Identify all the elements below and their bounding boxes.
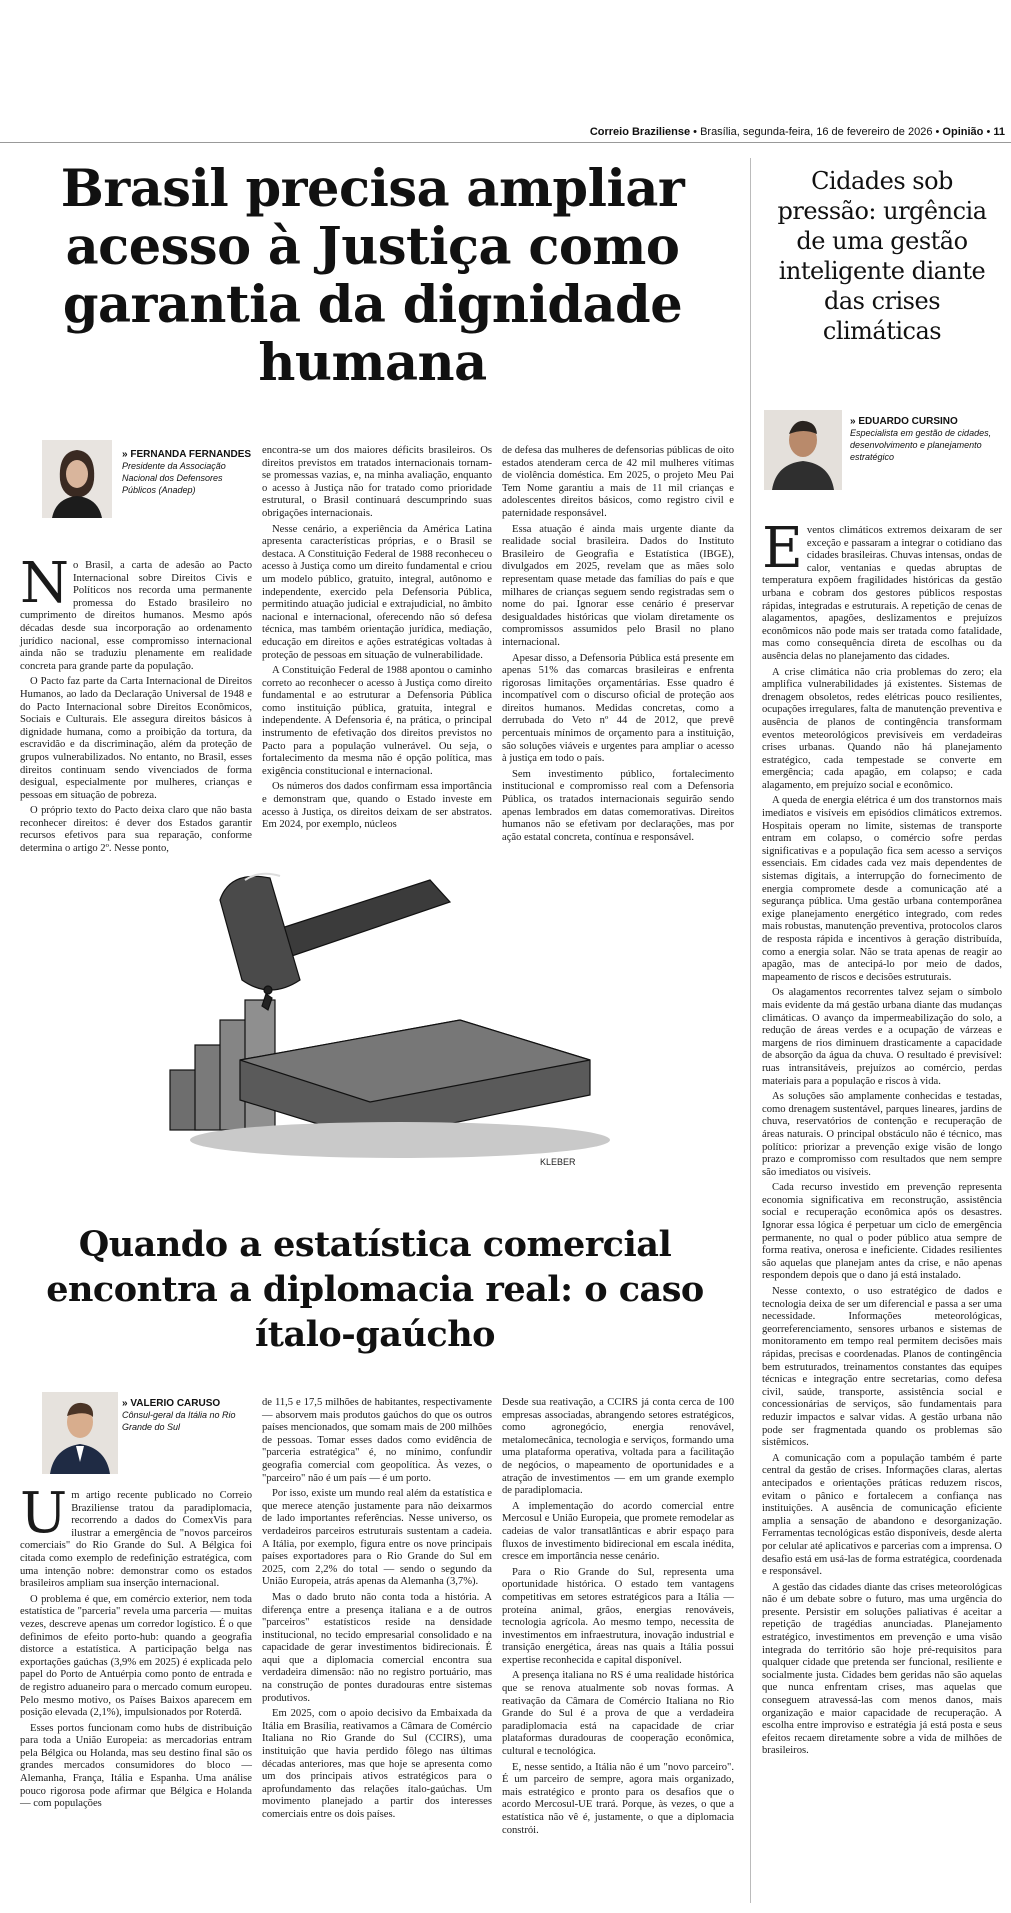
paragraph: Para o Rio Grande do Sul, representa uma oportunidade histórica. O estado tem vantagens competitivas em setores estratégicos para a Itália — proteína animal, grãos, energias renováveis, tecnologia agrícola. Ao mesmo tempo, necessita de investimentos em infraestrutura, inovação industrial e transição energética, áreas nas quais a Itália possui expertise reconhecida e capital disponível. <box>502 1566 734 1666</box>
article1-column-3 <box>502 445 734 843</box>
author-photo-fernanda <box>42 440 112 518</box>
article1-column-1: No Brasil, a carta de adesão ao Pacto Internacional sobre Direitos Civis e Políticos nos recorda uma permanente promessa do Estado brasileiro no cumprimento de direitos humanos. Mesmo após décadas desde sua incorporação ao ordenamento jurídico nacional, esse compromisso internacional ainda não se traduziu plenamente em realidade concreta para grande parte da população. O Pacto faz parte da Carta Internacional de Direitos Humanos, ao lado da Declaração Universal de 1948 e do Pacto Internacional sobre Direitos Econômicos, Sociais e Culturais. Ele assegura direitos básicos à dignidade humana, como a proibição da tortura, da escravidão e da discriminação, além da proteção de grupos vulnerabilizados. No entanto, no Brasil, esses direitos continuam sendo vivenciados de forma desigual, especialmente por mulheres, crianças e pessoas em situação de pobreza. O próprio texto do Pacto deixa claro que não basta reconhecer direitos: é dever dos Estados garantir recursos efetivos para sua reparação, conforme determina o artigo 2º. Nesse ponto, <box>20 551 252 855</box>
paragraph: de defesa das mulheres de defensorias públicas de oito estados atenderam cerca de 42 mil mulheres vítimas de violência doméstica. Em 2025, o projeto Meu Pai Tem Nome garantiu a mais de 11 mil crianças e adolescentes direitos básicos, como registro civil e paternidade responsável. <box>502 445 734 519</box>
gavel-illustration <box>150 840 620 1180</box>
paragraph: O próprio texto do Pacto deixa claro que não basta reconhecer direitos: é dever dos Estados garantir recursos efetivos para sua reparação, conforme determina o artigo 2º. Nesse ponto, <box>20 805 252 855</box>
paragraph: A Constituição Federal de 1988 apontou o caminho correto ao reconhecer o acesso à Justiça como direito fundamental e ao estruturar a Defensoria Pública como instituição pública, gratuita, integral e independente. A Defensoria é, na prática, o principal instrumento de efetivação dos direitos previstos no Pacto para a população vulnerável. Ou seja, o fortalecimento da mesma não é opção política, mas exigência constitucional e internacional. <box>262 665 492 777</box>
article3-body: Eventos climáticos extremos deixaram de ser exceção e passaram a integrar o cotidiano das cidades brasileiras. Chuvas intensas, ondas de calor, ventanias e quedas abruptas de temperatura expõem fragilidades históricas da gestão urbana e cobram dos gestores públicos respostas rápidas, integradas e estruturais. A repetição de cenas de alagamentos, apagões, deslizamentos e prejuízos econômicos não pode mais ser tratada como fatalidade, mas como consequência direta de escolhas ou da ausência delas no planejamento das cidades. A crise climática não cria problemas do zero; ela amplifica vulnerabilidades já existentes. Sistemas de drenagem obsoletos, redes elétricas pouco resilientes, ocupações irregulares, falta de manutenção preventiva e ausência de planos de contingência transformam eventos meteorológicos previsíveis em verdadeiras crises urbanas. Quando não há planejamento estratégico, cada tempestade se converte em emergência; cada apagão, em colapso; e cada alagamento, em prejuízo social e econômico. A queda de energia elétrica é um dos transtornos mais imediatos e visíveis em episódios climáticos extremos. Hospitais operam no limite, sistemas de transporte entram em colapso, o comércio sofre perdas significativas e a população fica sem acesso a serviços essenciais. Em cidades cada vez mais dependentes de sistemas digitais, a interrupção do fornecimento de energia compromete desde a comunicação até a segurança pública. Uma gestão urbana contemporânea exige planejamento energético integrado, com redes mais robustas, manutenção preventiva, protocolos claros de resposta rápida e incentivos à geração distribuída, como a energia solar. Não se trata apenas de reagir ao apagão, mas de antecipá-lo por meio de dados, mapeamento de riscos e decisões estruturais. Os alagamentos recorrentes talvez sejam o símbolo mais evidente da má gestão urbana diante das mudanças climáticas. O avanço da impermeabilização do solo, a redução de áreas verdes e a ocupação de várzeas e margens de rios diminuem drasticamente a capacidade de absorção da água da chuva. O resultado é previsível: ruas intransitáveis, prejuízos ao comércio, perdas materiais para a população e riscos à vida. As soluções são amplamente conhecidas e testadas, como drenagem sustentável, parques lineares, jardins de chuva, reservatórios de contenção e recuperação de áreas naturais. O principal obstáculo não é técnico, mas político: priorizar a prevenção exige visão de longo prazo e compromisso com resultados que nem sempre são imediatos ou visíveis. Cada recurso investido em prevenção representa economia significativa em reconstrução, assistência social e recuperação econômica após os desastres. Ignorar essa lógica é perpetuar um ciclo de emergência permanente, no qual o poder público atua sempre de forma reativa, onerosa e ineficiente. Cidades resilientes são aquelas que planejam antes da crise, e não apenas respondem depois que o dano já está instalado. Nesse contexto, o uso estratégico de dados e tecnologia deixa de ser um diferencial e passa a ser uma necessidade. Informações meteorológicas, georreferenciamento, sensores urbanos e sistemas de monitoramento em tempo real permitem decisões mais rápidas, precisas e coordenadas. Planos de contingência bem estruturados, treinamentos constantes das equipes técnicas e integração entre secretarias, como defesa civil, saúde, transporte, assistência social e concessionárias de serviços, são fundamentais para reduzir impactos e salvar vidas. A gestão urbana não pode ser fragmentada quando os problemas são sistêmicos. A comunicação com a população também é parte central da gestão de crises. Informações claras, alertas antecipados e orientações práticas reduzem riscos, evitam o pânico e fortalecem a confiança nas instituições. A ausência de comunicação eficiente amplia a sensação de abandono e desorganização. Ferramentas tecnológicas estão disponíveis, desde alerta por celular até aplicativos e parcerias com a imprensa. O desafio está em usá-las de forma estratégica, coordenada e responsável. A gestão das cidades diante das crises meteorológicas não é um debate sobre o futuro, mas uma urgência do presente. Persistir em soluções paliativas é aceitar a repetição de tragédias anunciadas. Planejamento estratégico, investimentos em prevenção e uma visão integrada do território são hoje pré-requisitos para qualquer cidade que pretenda ser funcional, resiliente e socialmente justa. Cidades bem geridas não são aquelas que nunca enfrentam crises, mas aquelas que conseguem atravessá-las com menos danos, mais organização e maior capacidade de recuperação. A escolha entre improviso e estratégia já está posta e seus efeitos recaem diretamente sobre a vida de milhões de brasileiros. <box>762 516 1003 1757</box>
column-divider <box>750 158 751 1903</box>
paragraph: A gestão das cidades diante das crises meteorológicas não é um debate sobre o futuro, mas uma urgência do presente. Persistir em soluções paliativas é aceitar a repetição de tragédias anunciadas. Planejamento estratégico, investimentos em prevenção e uma visão integrada do território são hoje pré-requisitos para qualquer cidade que pretenda ser funcional, resiliente e socialmente justa. Cidades bem geridas não são aquelas que nunca enfrentam crises, mas aquelas que conseguem atravessá-las com menos danos, mais organização e maior capacidade de recuperação. A escolha entre improviso e estratégia já está posta e seus efeitos recaem diretamente sobre a vida de milhões de brasileiros. <box>762 1581 1002 1757</box>
paragraph: O problema é que, em comércio exterior, nem toda estatística de "parceria" revela uma parceria — muitas vezes, descreve apenas um corredor logístico. É o que definimos de efeito porto-hub: quando a geografia distorce a estatística. A participação belga nas exportações gaúchas (3,9% em 2025) é explicada pelo papel do Porto de Antuérpia como ponto de entrada e de registro aduaneiro para o mercado comum europeu. Pelo mesmo motivo, os Países Baixos aparecem em posição elevada (2,1%), impulsionados por Roterdã. <box>20 1593 252 1719</box>
paragraph: o Brasil, a carta de adesão ao Pacto Internacional sobre Direitos Civis e Políticos nos recorda uma permanente promessa do Estado brasileiro no cumprimento de direitos humanos. Mesmo após décadas desde sua incorporação ao ordenamento jurídico nacional, esse compromisso internacional ainda não se traduziu plenamente em realidade concreta para grande parte da população. <box>20 560 252 672</box>
paragraph: Sem investimento público, fortalecimento institucional e compromisso real com a Defensoria Pública, os tratados internacionais seguirão sendo apenas lembrados em datas comemorativas. Direitos humanos não se efetivam por declarações, mas por ação estatal concreta, contínua e responsável. <box>502 768 734 843</box>
paragraph: A presença italiana no RS é uma realidade histórica que se renova atualmente sob novas formas. A reativação da Câmara de Comércio Italiana no Rio Grande do Sul é a prova de que a verdadeira paradiplomacia está na capacidade de criar plataformas duradouras de cooperação econômica, cultural e tecnológica. <box>502 1670 734 1758</box>
paragraph: Mas o dado bruto não conta toda a história. A diferença entre a presença italiana e a de outros "parceiros" estatísticos reside na densidade institucional, no tecido empresarial consolidado e na capacidade de gerar investimentos bidirecionais. É aqui que a diplomacia comercial encontra sua verdadeira dimensão: não no registro portuário, mas na construção de pontes duradouras entre sistemas produtivos. <box>262 1591 492 1704</box>
author-name: EDUARDO CURSINO <box>858 416 958 427</box>
article2-column-1: Um artigo recente publicado no Correio Braziliense tratou da paradiplomacia, recorrendo a dados do ComexVis para ilustrar a emergência de "novos parceiros comerciais" do Rio Grande do Sul. A Bélgica foi citada como exemplo de redefinição estratégica, com uma intenção nobre: demonstrar como os estados brasileiros ampliam sua inserção internacional. O problema é que, em comércio exterior, nem toda estatística de "parceria" revela uma parceria — muitas vezes, descreve apenas um corredor logístico. É o que definimos de efeito porto-hub: quando a geografia distorce a estatística. A participação belga nas exportações gaúchas (3,9% em 2025) é explicada pelo papel do Porto de Antuérpia como ponto de entrada e de registro aduaneiro para o mercado comum europeu. Pelo mesmo motivo, os Países Baixos aparecem em posição elevada (2,1%), impulsionados por Roterdã. Esses portos funcionam como hubs de distribuição para toda a União Europeia: as mercadorias entram pela Bélgica ou Holanda, mas seu destino final são os grandes mercados consumidores do bloco — Alemanha, França, Itália e Espanha. Uma análise pouco rigorosa pode afirmar que Bélgica e Holanda — com populações <box>20 1481 252 1810</box>
paragraph: Apesar disso, a Defensoria Pública está presente em apenas 51% das comarcas brasileiras e enfrenta rigorosas limitações orçamentárias. Esse quadro é incompatível com o discurso oficial de proteção aos direitos humanos. Medidas concretas, como a derrubada do Veto nº 44 de 2012, que prevê percentuais mínimos de orçamento para a instituição, são soluções viáveis e urgentes para ampliar o acesso à justiça em todo o país. <box>502 652 734 765</box>
paragraph: As soluções são amplamente conhecidas e testadas, como drenagem sustentável, parques lineares, jardins de chuva, reservatórios de contenção e recuperação de áreas naturais. O principal obstáculo não é técnico, mas político: priorizar a prevenção exige visão de longo prazo e compromisso com resultados que nem sempre são imediatos ou visíveis. <box>762 1091 1002 1178</box>
author-role: Presidente da Associação Nacional dos Defensores Públicos (Anadep) <box>122 461 226 495</box>
paragraph: de 11,5 e 17,5 milhões de habitantes, respectivamente — absorvem mais produtos gaúchos do que os outros países mencionados, que somam mais de 200 milhões de pessoas. Tomar esses dados como evidência de "parceria estratégica" é, no mínimo, confundir geografia comercial com geopolítica. Às vezes, o "parceiro" não é um país — é um porto. <box>262 1397 492 1484</box>
top-rule <box>0 142 1011 143</box>
article2-column-2 <box>262 1397 492 1900</box>
author-name: FERNANDA FERNANDES <box>130 449 252 460</box>
paragraph: Os números dos dados confirmam essa importância e demonstram que, quando o Estado investe em acesso à Justiça, os direitos deixam de ser abstratos. Em 2024, por exemplo, núcleos <box>262 781 492 831</box>
author-photo-valerio <box>42 1392 118 1474</box>
article1-headline: Brasil precisa ampliar acesso à Justiça como garantia da dignidade humana <box>60 159 685 393</box>
paragraph: Os alagamentos recorrentes talvez sejam o símbolo mais evidente da má gestão urbana diante das mudanças climáticas. O avanço da impermeabilização do solo, a redução de áreas verdes e a ocupação de várzeas e margens de rios diminuem drasticamente a capacidade de absorção da água da chuva. O resultado é previsível: ruas intransitáveis, prejuízos ao comércio, perdas materiais para a população e riscos à vida. <box>762 987 1002 1087</box>
paragraph: encontra-se um dos maiores déficits brasileiros. Os direitos previstos em tratados internacionais tornam-se promessas vazias, e, na minha avaliação, enquanto o acesso à Justiça não for tratado como prioridade estrutural, o Brasil continuará descumprindo suas obrigações internacionais. <box>262 445 492 519</box>
article2-column-3 <box>502 1397 734 1900</box>
author-role: Cônsul-geral da Itália no Rio Grande do Sul <box>122 1410 236 1432</box>
section-name: Opinião <box>942 126 984 138</box>
article1-column-2 <box>262 445 492 832</box>
article1-author: » FERNANDA FERNANDES Presidente da Associação Nacional dos Defensores Públicos (Anadep) <box>122 449 252 495</box>
paragraph: m artigo recente publicado no Correio Braziliense tratou da paradiplomacia, recorrendo a dados do ComexVis para ilustrar a emergência de "novos parceiros comerciais" do Rio Grande do Sul. A Bélgica foi citada como exemplo de redefinição estratégica, com uma intenção nobre: demonstrar como os estados brasileiros ampliam sua inserção internacional. <box>20 1490 252 1590</box>
article3-headline: Cidades sob pressão: urgência de uma gestão inteligente diante das crises climáticas <box>777 167 987 345</box>
paragraph: Nesse cenário, a experiência da América Latina apresenta características próprias, e o Brasil se destaca. A Constituição Federal de 1988 reconheceu o acesso à Justiça como um direito fundamental e criou um modelo público, gratuito, integral, autônomo e independente, exercido pela Defensoria Pública, permitindo atuação judicial e extrajudicial, no âmbito nacional e internacional, oferecendo não só defesa técnica, mas também orientação jurídica, mediação, educação em direitos e ações estratégicas voltadas à proteção de pessoas em situação de vulnerabilidade. <box>262 523 492 661</box>
paragraph: Esses portos funcionam como hubs de distribuição para toda a União Europeia: as mercadorias entram pela Bélgica ou Holanda, mas seu destino final são os grandes mercados consumidores do bloco — Alemanha, França, Itália e Espanha. Uma análise pouco rigorosa pode afirmar que Bélgica e Holanda — com populações <box>20 1722 252 1810</box>
paragraph: Em 2025, com o apoio decisivo da Embaixada da Itália em Brasília, reativamos a Câmara de Comércio Italiana no Rio Grande do Sul (CCIRS), uma instituição que havia perdido fôlego nas últimas décadas anteriores, mas que hoje se apresenta como um dos principais ativos estratégicos para o aprofundamento das relações ítalo-gaúchas. Um movimento planejado a partir dos interesses comerciais entre os dois países. <box>262 1708 492 1820</box>
author-photo-eduardo <box>764 410 842 490</box>
dateline: Brasília, segunda-feira, 16 de fevereiro de 2026 <box>700 126 933 138</box>
paragraph: A queda de energia elétrica é um dos transtornos mais imediatos e visíveis em episódios climáticos extremos. Hospitais operam no limite, sistemas de transporte entram em colapso, o comércio sofre perdas significativas e a população fica sem acesso a serviços essenciais. Em cidades cada vez mais dependentes de sistemas digitais, a interrupção do fornecimento de energia compromete desde a comunicação até a segurança pública. Uma gestão urbana contemporânea exige planejamento energético integrado, com redes mais robustas, manutenção preventiva, protocolos claros de resposta rápida e incentivos à geração distribuída, como a energia solar. Não se trata apenas de reagir ao apagão, mas de antecipá-lo por meio de dados, mapeamento de riscos e decisões estruturais. <box>762 795 1002 983</box>
paragraph: A crise climática não cria problemas do zero; ela amplifica vulnerabilidades já existentes. Sistemas de drenagem obsoletos, redes elétricas pouco resilientes, ocupações irregulares, falta de manutenção preventiva e ausência de planos de contingência transformam eventos meteorológicos previsíveis em verdadeiras crises urbanas. Quando não há planejamento estratégico, cada tempestade se converte em emergência; cada apagão, em colapso; e cada alagamento, em prejuízo social e econômico. <box>762 666 1002 791</box>
paper-name: Correio Braziliense <box>589 126 691 138</box>
paragraph: E, nesse sentido, a Itália não é um "novo parceiro". É um parceiro de sempre, agora mais organizado, mais estratégico e pronto para os desafios que o acordo Mercosul-UE trará. Porque, às vezes, o que a estatística não vê é, justamente, o que a diplomacia constrói. <box>502 1761 734 1836</box>
author-role: Especialista em gestão de cidades, desenvolvimento e planejamento estratégico <box>850 428 992 462</box>
paragraph: A comunicação com a população também é parte central da gestão de crises. Informações claras, alertas antecipados e orientações práticas reduzem riscos, evitam o pânico e fortalecem a confiança nas instituições. A ausência de comunicação eficiente amplia a sensação de abandono e desorganização. Ferramentas tecnológicas estão disponíveis, desde alerta por celular até aplicativos e parcerias com a imprensa. O desafio está em usá-las de forma estratégica, coordenada e responsável. <box>762 1452 1003 1578</box>
masthead: Correio Braziliense • Brasília, segunda-feira, 16 de fevereiro de 2026 • Opinião • 11 <box>589 126 1005 138</box>
article2-author: » VALERIO CARUSO Cônsul-geral da Itália no Rio Grande do Sul <box>122 1398 252 1433</box>
paragraph: Por isso, existe um mundo real além da estatística e que merece atenção justamente para não deixarmos de lado importantes referências. Nesse universo, os verdadeiros parceiros estruturais sustentam a cadeia. A Itália, por exemplo, figura entre os nove principais países exportadores para o Rio Grande do Sul em 2025, com 2,2% do total — sendo o segundo da União Europeia, atrás apenas da Alemanha (3,7%). <box>262 1488 492 1588</box>
author-name: VALERIO CARUSO <box>130 1398 221 1409</box>
illustration-signature: KLEBER <box>540 1157 576 1167</box>
article2-headline: Quando a estatística comercial encontra a diplomacia real: o caso ítalo-gaúcho <box>46 1224 704 1355</box>
paragraph: Cada recurso investido em prevenção representa economia significativa em reconstrução, assistência social e recuperação econômica após os desastres. Ignorar essa lógica é perpetuar um ciclo de emergência permanente, no qual o poder público atua sempre de forma reativa, onerosa e ineficiente. Cidades resilientes são aquelas que planejam antes da crise, e não apenas respondem depois que o dano já está instalado. <box>762 1182 1002 1282</box>
article3-author: » EDUARDO CURSINO Especialista em gestão de cidades, desenvolvimento e planejamento estratégico <box>850 416 1000 463</box>
paragraph: O Pacto faz parte da Carta Internacional de Direitos Humanos, ao lado da Declaração Universal de 1948 e do Pacto Internacional sobre Direitos Econômicos, Sociais e Culturais. Ele assegura direitos básicos à dignidade humana, como a proibição da tortura, da escravidão e da discriminação, além da proteção de grupos vulnerabilizados. No entanto, no Brasil, esses direitos continuam sendo vivenciados de forma desigual, especialmente por mulheres, crianças e pessoas em situação de pobreza. <box>20 676 252 801</box>
paragraph: ventos climáticos extremos deixaram de ser exceção e passaram a integrar o cotidiano das cidades brasileiras. Chuvas intensas, ondas de calor, ventanias e quedas abruptas de temperatura expõem fragilidades históricas da gestão urbana e cobram dos gestores públicos respostas rápidas, integradas e estruturais. A repetição de cenas de alagamentos, apagões, deslizamentos e prejuízos econômicos não pode mais ser tratada como fatalidade, mas como consequência direta de escolhas ou da ausência delas no planejamento das cidades. <box>762 525 1002 662</box>
paragraph: Nesse contexto, o uso estratégico de dados e tecnologia deixa de ser um diferencial e passa a ser uma necessidade. Informações meteorológicas, georreferenciamento, sensores urbanos e sistemas de monitoramento em tempo real permitem decisões mais rápidas, precisas e coordenadas. Planos de contingência bem estruturados, treinamentos constantes das equipes técnicas e integração entre secretarias, como defesa civil, saúde, transporte, assistência social e concessionárias de serviços, são fundamentais para reduzir impactos e salvar vidas. A gestão urbana não pode ser fragmentada quando os problemas são sistêmicos. <box>762 1286 1002 1449</box>
paragraph: Desde sua reativação, a CCIRS já conta cerca de 100 empresas associadas, abrangendo setores estratégicos, como agronegócio, energia renovável, metalomecânica, tecnologia e serviços, formando uma uma plataforma operativa, voltada para a facilitação de negócios, o mapeamento de oportunidades e a atração de investimentos — em um grande exemplo de paradiplomacia. <box>502 1397 734 1497</box>
paragraph: A implementação do acordo comercial entre Mercosul e União Europeia, que promete remodelar as cadeias de valor transatlânticas e abrir espaço para fluxos de investimento bidirecional em escala inédita, cresce em importância nesse cenário. <box>502 1500 734 1563</box>
page-number: 11 <box>993 126 1005 138</box>
paragraph: Essa atuação é ainda mais urgente diante da realidade social brasileira. Dados do Instituto Brasileiro de Geografia e Estatística (IBGE), divulgados em 2025, revelam que as mães solo representam quase metade das famílias do país e que milhares de crianças seguem sendo registradas sem o nome do pai. Ignorar esse cenário é preservar desigualdades históricas que violam diretamente os compromissos assumidos pelo Brasil no plano internacional. <box>502 523 734 648</box>
